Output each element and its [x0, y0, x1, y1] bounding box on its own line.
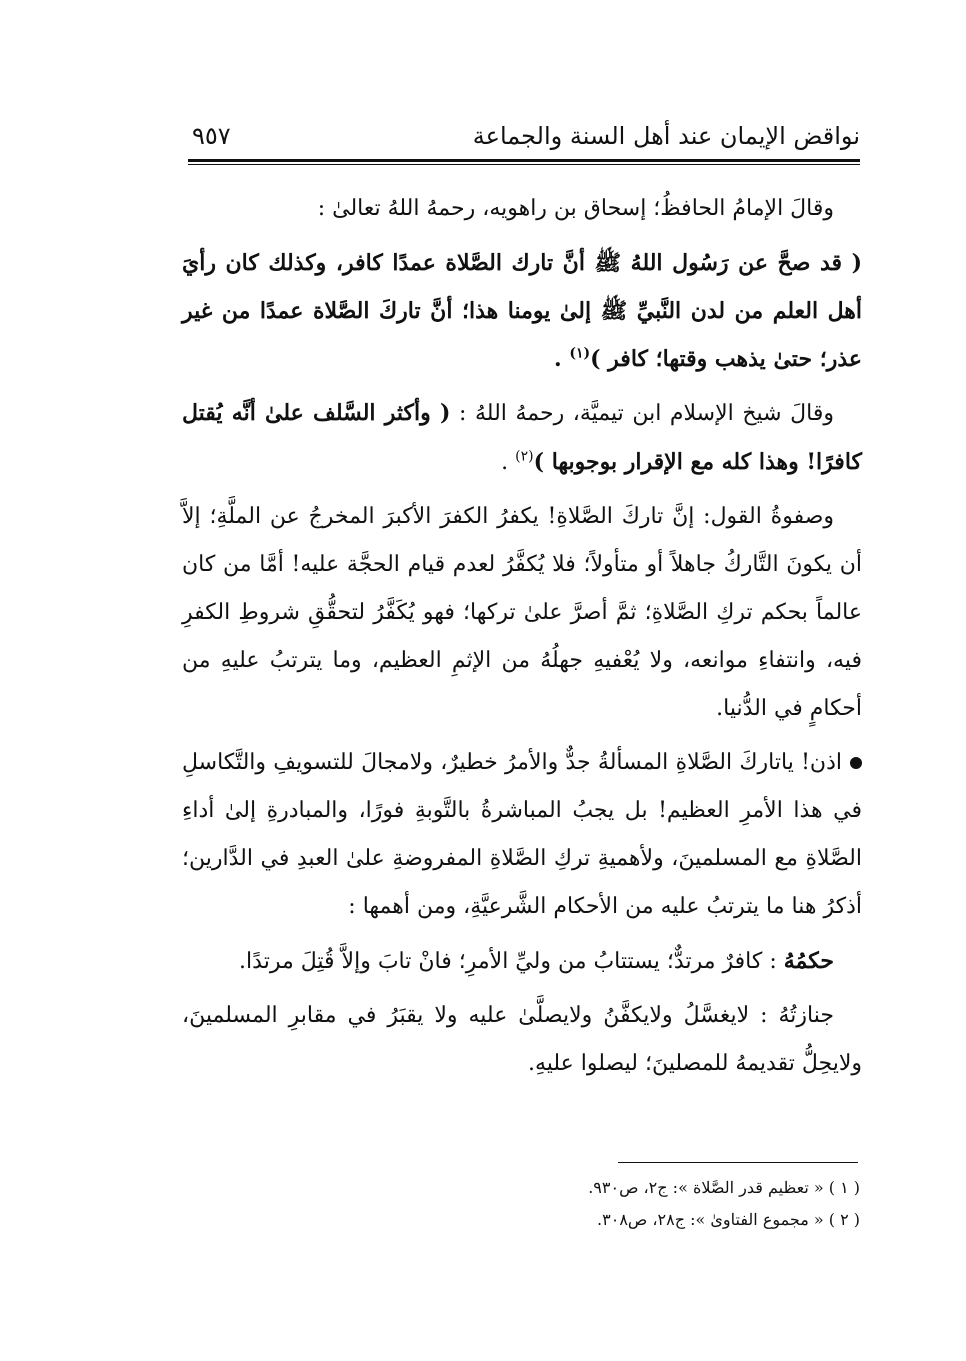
ruling-label: حكمُهُ: [783, 948, 834, 974]
footnote-2: ( ٢ ) « مجموع الفتاوىٰ »: ج٢٨، ص٣٠٨.: [597, 1210, 860, 1229]
funeral-text: : لايغسَّلُ ولايكفَّنُ ولايصلَّىٰ عليه ولا يقبَرُ في مقابرِ المسلمينَ، ولايحِلُّ تقديمهُ للمصلينَ؛ ليصلوا عليهِ.: [182, 1003, 862, 1076]
footnote-ref-1: (١): [569, 345, 591, 362]
quote-end: .: [501, 450, 509, 475]
body-text: [182, 185, 862, 1094]
bullet-icon: [850, 757, 862, 769]
footnote-ref-2: (٢): [515, 448, 534, 465]
paragraph-ishaq-intro: وقالَ الإمامُ الحافظُ؛ إسحاق بن راهويه، رحمهُ اللهُ تعالىٰ :: [317, 196, 834, 221]
page-number: ٩٥٧: [192, 122, 231, 150]
lead-text: وقالَ شيخ الإسلام ابن تيميَّة، رحمهُ اللهُ :: [459, 401, 834, 426]
paragraph-ishaq-quote: [182, 239, 862, 383]
running-title: نواقض الإيمان عند أهل السنة والجماعة: [472, 122, 860, 150]
header-rule-thin: [188, 164, 860, 165]
quote-text: ( قد صحَّ عن رَسُول اللهُ ﷺ أنَّ تارك الصَّلاة عمدًا كافر، وكذلك كان رأيَ أهل العلم من لدن النَّبيِّ ﷺ إلىٰ يومنا هذا؛ أنَّ تاركَ الصَّلاة عمدًا من غير عذر؛ حتىٰ يذهب وقتها؛ كافر ): [182, 250, 862, 372]
ruling-text: : كافرٌ مرتدٌّ؛ يستتابُ من وليِّ الأمرِ؛ فانْ تابَ وإلاَّ قُتِلَ مرتدًا.: [239, 949, 777, 974]
paragraph-admonition: [182, 739, 862, 931]
paragraph-ruling: [182, 937, 862, 986]
quote-end: .: [553, 346, 562, 372]
footnote-rule: [618, 1162, 858, 1163]
quote-text: ( وأكثر السَّلف علىٰ أنَّه يُقتل كافرًا! وهذا كله مع الإقرار بوجوبها ): [182, 400, 862, 475]
header-rule: [188, 159, 860, 162]
footnotes: [420, 1172, 860, 1236]
page-header: [188, 118, 860, 158]
paragraph-funeral: [182, 992, 862, 1088]
funeral-label: جنازتُهُ: [778, 1003, 834, 1028]
paragraph-ibn-taymiyya: [182, 389, 862, 487]
paragraph-summary: وصفوةُ القول: إنَّ تاركَ الصَّلاةِ! يكفرُ الكفرَ الأكبرَ المخرجُ عن الملَّةِ؛ إلاَّ أن يكونَ التَّاركُ جاهلاً أو متأولاً؛ فلا يُكفَّرُ لعدم قيام الحجَّة عليه! أمَّا من كان عالماً بحكم تركِ الصَّلاةِ؛ ثمَّ أصرَّ علىٰ تركها؛ فهو يُكَفَّرُ لتحقُّقِ شروطِ الكفرِ فيه، وانتفاءِ موانعه، ولا يُعْفيهِ جهلُهُ من الإثمِ العظيم، وما يترتبُ عليهِ من أحكامٍ في الدُّنيا.: [182, 504, 862, 721]
admonition-text: اذن! ياتاركَ الصَّلاةِ المسألةُ جدٌّ والأمرُ خطيرٌ، ولامجالَ للتسويفِ والتَّكاسلِ في هذا الأمرِ العظيم! بل يجبُ المباشرةُ بالتَّوبةِ فورًا، والمبادرةِ إلىٰ أداءِ الصَّلاةِ مع المسلمينَ، ولأهميةِ تركِ الصَّلاةِ المفروضةِ علىٰ العبدِ في الدَّارين؛ أذكرُ هنا ما يترتبُ عليه من الأحكام الشَّرعيَّةِ، ومن أهمها :: [182, 750, 862, 919]
footnote-1: ( ١ ) « تعظيم قدر الصَّلاة »: ج٢، ص٩٣٠.: [588, 1178, 860, 1197]
